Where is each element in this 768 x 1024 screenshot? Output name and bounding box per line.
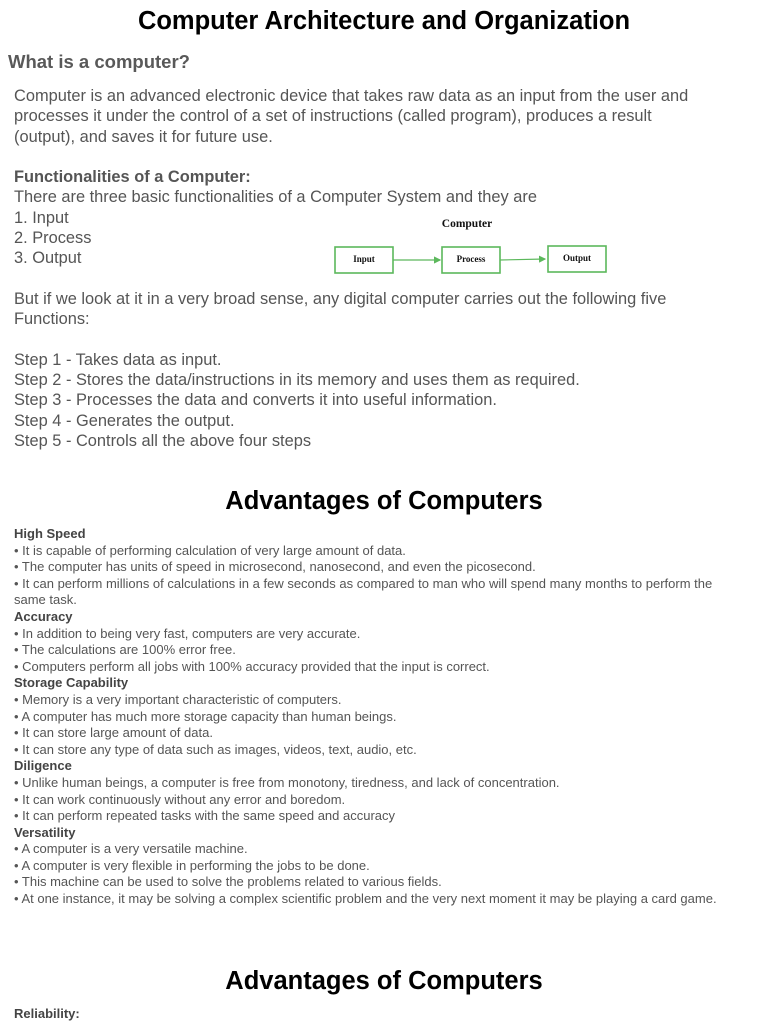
advantages-list [14,526,744,908]
page-title: Computer Architecture and Organization [137,7,631,35]
broad-sense-line: Functions: [14,310,90,329]
advantage-bullet: • It can perform millions of calculations in a few seconds as compared to man who will spend many months to perform the same task. [14,575,713,608]
advantage-bullet: • A computer is a very versatile machine. [14,841,248,857]
process-box-label: Process [456,254,486,264]
advantage-bullet: • It is capable of performing calculation of very large amount of data. [14,542,406,558]
advantage-bullet: • It can store large amount of data. [14,725,213,741]
advantages-title: Advantages of Computers [225,487,543,515]
arrow-process-to-output [500,259,545,260]
definition-line: Computer is an advanced electronic device that takes raw data as an input from the user and [14,87,689,105]
functionality-item: 2. Process [14,229,92,248]
step-item: Step 3 - Processes the data and converts it into useful information. [14,391,497,410]
definition-line: (output), and saves it for future use. [14,127,273,146]
step-item: Step 5 - Controls all the above four steps [14,432,312,451]
spacer [14,330,744,350]
advantage-heading-accuracy: Accuracy [14,608,73,624]
spacer [14,147,744,167]
advantage-bullet: • It can work continuously without any error and boredom. [14,791,346,807]
advantage-bullet: • It can perform repeated tasks with the same speed and accuracy [14,808,396,824]
functionality-item: 3. Output [14,249,82,268]
functionalities-intro: There are three basic functionalities of a Computer System and they are [14,188,537,207]
advantage-bullet: • Computers perform all jobs with 100% accuracy provided that the input is correct. [14,658,490,674]
diagram-title: Computer [441,218,493,230]
advantage-heading-diligence: Diligence [14,758,72,774]
step-item: Step 1 - Takes data as input. [14,350,222,369]
advantage-bullet: • Memory is a very important characteristic of computers. [14,691,342,707]
advantage-bullet: • The calculations are 100% error free. [14,642,236,658]
functionalities-heading: Functionalities of a Computer: [14,168,251,187]
step-item: Step 4 - Generates the output. [14,411,235,430]
advantage-heading-high-speed: High Speed [14,526,86,541]
advantage-bullet: • It can store any type of data such as images, videos, text, audio, etc. [14,741,417,757]
section-heading-what-is-computer: What is a computer? [8,51,190,72]
advantage-bullet: • This machine can be used to solve the problems related to various fields. [14,874,442,890]
computer-io-diagram [328,212,614,280]
advantage-bullet: • Unlike human beings, a computer is free from monotony, tiredness, and lack of concentration. [14,774,560,790]
broad-sense-line: But if we look at it in a very broad sense, any digital computer carries out the following five [14,289,667,308]
output-box-label: Output [562,253,592,263]
advantage-bullet: • At one instance, it may be solving a complex scientific problem and the very next moment it may be playing a card game. [14,891,717,907]
advantages-title-2: Advantages of Computers [225,967,543,995]
advantage-bullet: • A computer is very flexible in performing the jobs to be done. [14,857,370,873]
advantage-heading-versatility: Versatility [14,824,76,840]
step-item: Step 2 - Stores the data/instructions in its memory and uses them as required. [14,371,580,390]
definition-line: processes it under the control of a set of instructions (called program), produces a result [14,107,652,126]
advantage-bullet: • A computer has much more storage capacity than human beings. [14,708,397,724]
advantage-heading-storage: Storage Capability [14,675,129,691]
advantage-bullet: • In addition to being very fast, computers are very accurate. [14,625,361,641]
functionality-item: 1. Input [14,208,69,227]
advantage-heading-reliability: Reliability: [14,1006,80,1021]
advantage-bullet: • The computer has units of speed in microsecond, nanosecond, and even the picosecond. [14,559,536,575]
input-box-label: Input [353,254,375,264]
